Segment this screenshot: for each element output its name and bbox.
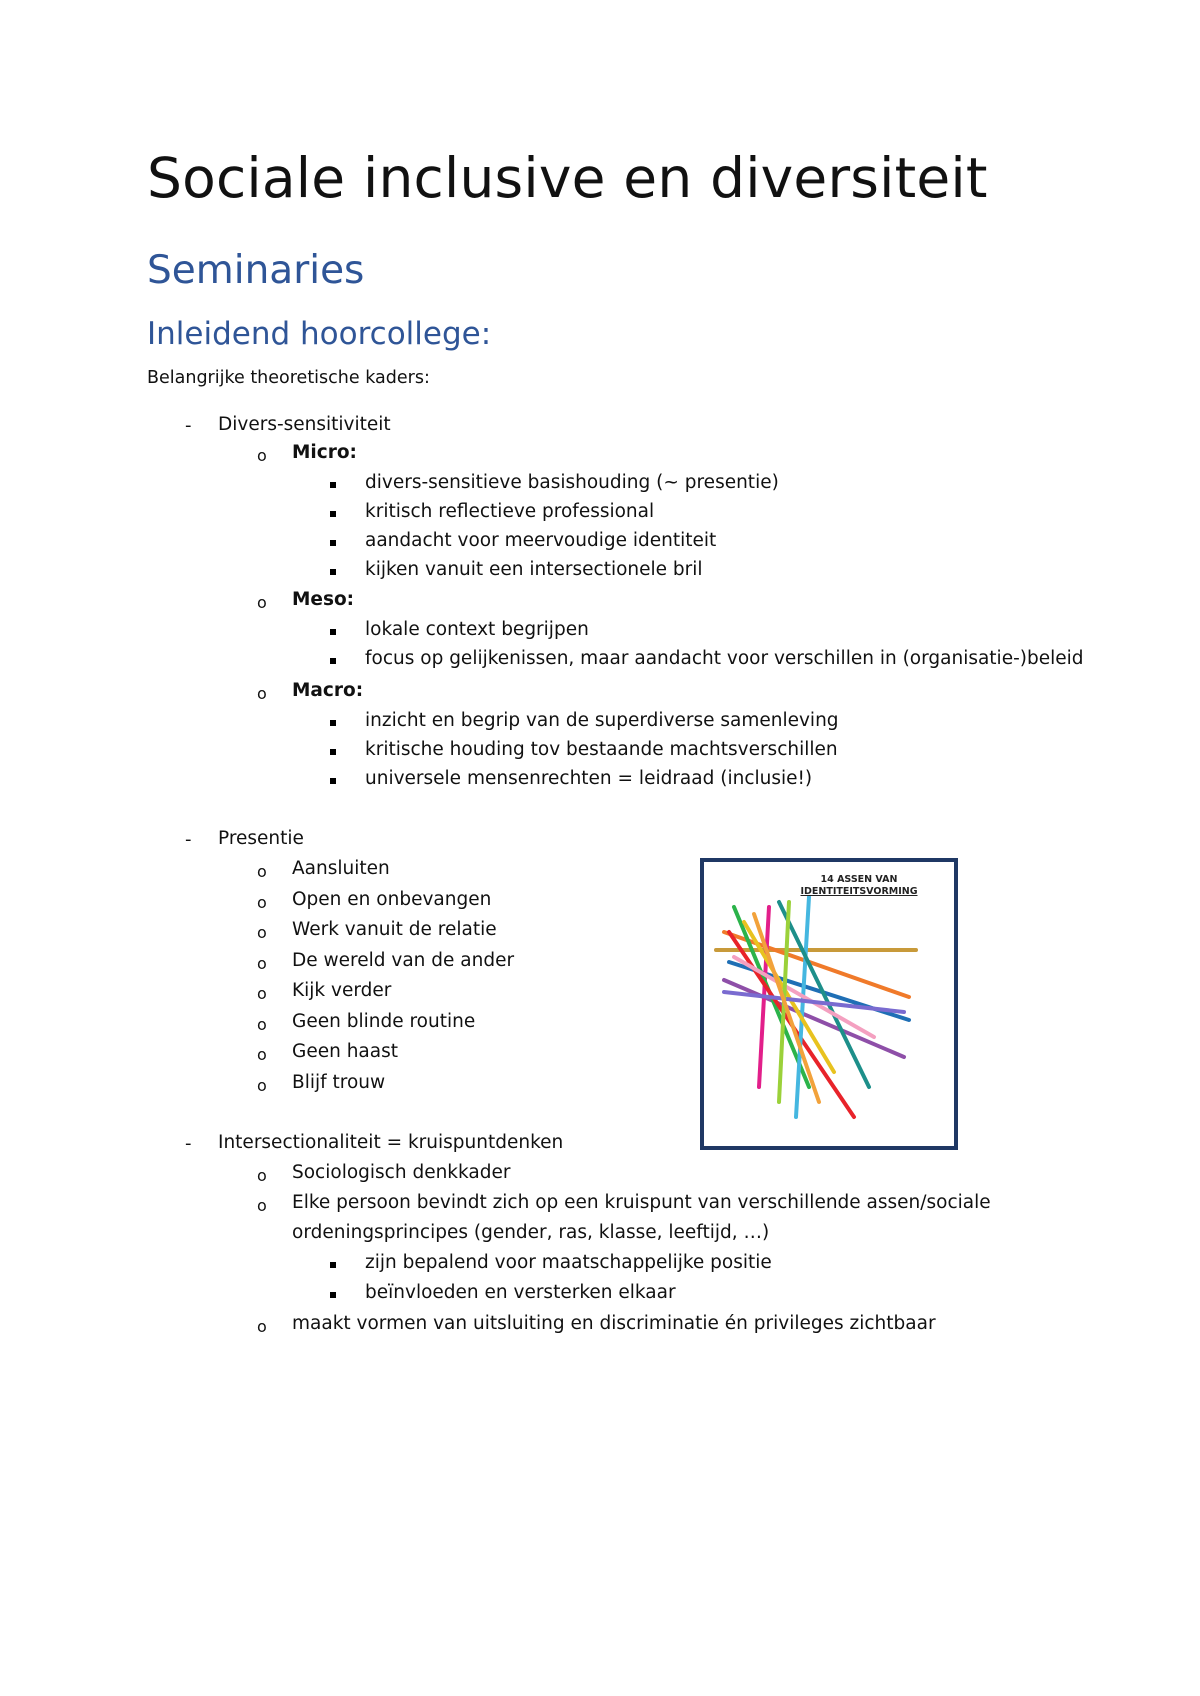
document-title: Sociale inclusive en diversiteit bbox=[147, 146, 988, 210]
square-bullet bbox=[330, 658, 336, 664]
list-item: lokale context begrijpen bbox=[365, 619, 589, 640]
list-item: Blijf trouw bbox=[292, 1072, 386, 1093]
square-bullet bbox=[330, 482, 336, 488]
dash-bullet: - bbox=[185, 415, 192, 436]
circle-bullet: o bbox=[257, 1196, 267, 1215]
circle-bullet: o bbox=[257, 1015, 267, 1034]
square-bullet bbox=[330, 629, 336, 635]
circle-bullet: o bbox=[257, 1076, 267, 1095]
list-item-presentie: Presentie bbox=[218, 828, 304, 849]
list-item: Aansluiten bbox=[292, 858, 390, 879]
dash-bullet: - bbox=[185, 1133, 192, 1154]
square-bullet bbox=[330, 540, 336, 546]
circle-bullet: o bbox=[257, 446, 267, 465]
list-item-divers-sensitiviteit: Divers-sensitiviteit bbox=[218, 414, 391, 435]
list-item: Elke persoon bevindt zich op een kruispunt van verschillende assen/sociale bbox=[292, 1192, 991, 1213]
axis-line-12 bbox=[724, 992, 904, 1012]
sublabel-macro: Macro: bbox=[292, 680, 364, 701]
list-item: kijken vanuit een intersectionele bril bbox=[365, 559, 703, 580]
figure-title-line2: IDENTITEITSVORMING bbox=[800, 886, 918, 897]
list-item: maakt vormen van uitsluiting en discriminatie én privileges zichtbaar bbox=[292, 1313, 936, 1334]
circle-bullet: o bbox=[257, 984, 267, 1003]
list-item: De wereld van de ander bbox=[292, 950, 515, 971]
list-item: focus op gelijkenissen, maar aandacht voor verschillen in (organisatie-)beleid bbox=[365, 648, 1084, 669]
square-bullet bbox=[330, 511, 336, 517]
list-item: Kijk verder bbox=[292, 980, 392, 1001]
heading-seminaries: Seminaries bbox=[147, 248, 365, 293]
square-bullet bbox=[330, 1262, 336, 1268]
list-item-continuation: ordeningsprincipes (gender, ras, klasse, leeftijd, …) bbox=[292, 1222, 770, 1243]
list-item: Geen blinde routine bbox=[292, 1011, 476, 1032]
square-bullet bbox=[330, 1292, 336, 1298]
sublabel-meso: Meso: bbox=[292, 589, 355, 610]
list-item: Werk vanuit de relatie bbox=[292, 919, 497, 940]
list-item: Open en onbevangen bbox=[292, 889, 492, 910]
axis-line-4 bbox=[724, 980, 904, 1057]
list-item: beïnvloeden en versterken elkaar bbox=[365, 1282, 676, 1303]
circle-bullet: o bbox=[257, 1166, 267, 1185]
identity-axes-figure bbox=[700, 858, 958, 1150]
list-item: zijn bepalend voor maatschappelijke positie bbox=[365, 1252, 772, 1273]
figure-title-line1: 14 ASSEN VAN bbox=[820, 874, 898, 885]
dash-bullet: - bbox=[185, 829, 192, 850]
intro-text: Belangrijke theoretische kaders: bbox=[147, 368, 430, 388]
circle-bullet: o bbox=[257, 593, 267, 612]
circle-bullet: o bbox=[257, 893, 267, 912]
list-item: divers-sensitieve basishouding (~ presentie) bbox=[365, 472, 779, 493]
list-item: inzicht en begrip van de superdiverse samenleving bbox=[365, 710, 839, 731]
square-bullet bbox=[330, 569, 336, 575]
circle-bullet: o bbox=[257, 1045, 267, 1064]
heading-inleidend-hoorcollege: Inleidend hoorcollege: bbox=[147, 316, 492, 352]
circle-bullet: o bbox=[257, 684, 267, 703]
list-item: Sociologisch denkkader bbox=[292, 1162, 511, 1183]
square-bullet bbox=[330, 720, 336, 726]
list-item-intersectionaliteit: Intersectionaliteit = kruispuntdenken bbox=[218, 1132, 564, 1153]
identity-axes-illustration bbox=[704, 862, 954, 1146]
circle-bullet: o bbox=[257, 1317, 267, 1336]
list-item: Geen haast bbox=[292, 1041, 398, 1062]
circle-bullet: o bbox=[257, 954, 267, 973]
circle-bullet: o bbox=[257, 862, 267, 881]
axis-line-9 bbox=[779, 902, 869, 1087]
sublabel-micro: Micro: bbox=[292, 442, 357, 463]
circle-bullet: o bbox=[257, 923, 267, 942]
list-item: kritische houding tov bestaande machtsverschillen bbox=[365, 739, 838, 760]
list-item: aandacht voor meervoudige identiteit bbox=[365, 530, 717, 551]
square-bullet bbox=[330, 749, 336, 755]
list-item: universele mensenrechten = leidraad (inclusie!) bbox=[365, 768, 813, 789]
square-bullet bbox=[330, 778, 336, 784]
list-item: kritisch reflectieve professional bbox=[365, 501, 655, 522]
